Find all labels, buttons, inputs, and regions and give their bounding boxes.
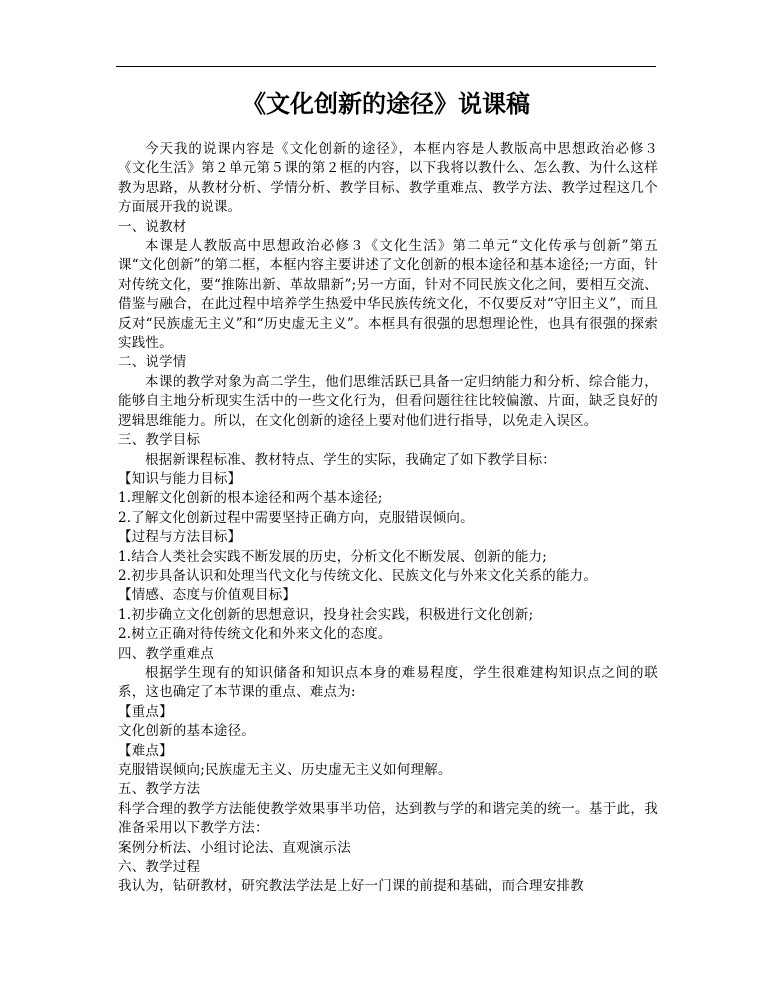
paragraph-p2: 本课的教学对象为高二学生，他们思维活跃已具备一定归纳能力和分析、综合能力，能够自主地分析现实生活中的一些文化行为，但看问题往往比较偏激、片面，缺乏良好的逻辑思维能力。所以，在文化创新的途径上要对他们进行指导，以免走入误区。 — [118, 373, 658, 429]
paragraph-h6: 六、教学过程 — [118, 859, 201, 876]
paragraph-e2: 2.树立正确对待传统文化和外来文化的态度。 — [118, 626, 392, 643]
paragraph-m2: 2.初步具备认识和处理当代文化与传统文化、民族文化与外来文化关系的能力。 — [118, 567, 598, 584]
paragraph-k1: 1.理解文化创新的根本途径和两个基本途径; — [118, 490, 383, 507]
paragraph-h4: 四、教学重难点 — [118, 645, 214, 662]
document-body — [118, 140, 658, 897]
paragraph-h5: 五、教学方法 — [118, 781, 201, 798]
paragraph-k2: 2.了解文化创新过程中需要坚持正确方向，克服错误倾向。 — [118, 509, 474, 526]
header-rule — [116, 66, 656, 67]
paragraph-e-head: 【情感、态度与价值观目标】 — [118, 587, 297, 604]
paragraph-intro: 今天我的说课内容是《文化创新的途径》，本框内容是人教版高中思想政治必修３《文化生活》第２单元第５课的第２框的内容，以下我将以教什么、怎么教、为什么这样教为思路，从教材分析、学情分析、教学目标、教学重难点、教学方法、教学过程这几个方面展开我的说课。 — [118, 141, 658, 216]
paragraph-h1: 一、说教材 — [118, 218, 187, 235]
paragraph-p1: 本课是人教版高中思想政治必修３《文化生活》第二单元“文化传承与创新”第五课“文化创新”的第二框，本框内容主要讲述了文化创新的根本途径和基本途径;一方面，针对传统文化，要“推陈出新、革故鼎新”;另一方面，针对不同民族文化之间，要相互交流、借鉴与融合，在此过程中培养学生热爱中华民族传统文化，不仅要反对“守旧主义”，而且反对“民族虚无主义”和“历史虚无主义”。本框具有很强的思想理论性，也具有很强的探索实践性。 — [118, 238, 658, 352]
paragraph-h2: 二、说学情 — [118, 354, 187, 371]
paragraph-key-head: 【重点】 — [118, 703, 173, 720]
paragraph-e1: 1.初步确立文化创新的思想意识，投身社会实践，积极进行文化创新; — [118, 606, 534, 623]
paragraph-k-head: 【知识与能力目标】 — [118, 470, 242, 487]
paragraph-diff-head: 【难点】 — [118, 742, 173, 759]
paragraph-diff: 克服错误倾向;民族虚无主义、历史虚无主义如何理解。 — [118, 762, 452, 778]
paragraph-methods: 案例分析法、小组讨论法、直观演示法 — [118, 839, 351, 856]
paragraph-p5: 科学合理的教学方法能使教学效果事半功倍，达到教与学的和谐完美的统一。基于此，我准备采用以下教学方法： — [118, 800, 658, 837]
paragraph-m-head: 【过程与方法目标】 — [118, 529, 242, 546]
document-title: 《文化创新的途径》说课稿 — [242, 90, 530, 118]
paragraph-key: 文化创新的基本途径。 — [118, 723, 255, 740]
paragraph-h3: 三、教学目标 — [118, 432, 201, 449]
paragraph-p6: 我认为，钻研教材，研究教法学法是上好一门课的前提和基础，而合理安排教 — [118, 878, 584, 895]
paragraph-p3: 根据新课程标准、教材特点、学生的实际，我确定了如下教学目标： — [145, 451, 556, 468]
paragraph-p4: 根据学生现有的知识储备和知识点本身的难易程度，学生很难建构知识点之间的联系，这也确定了本节课的重点、难点为: — [118, 664, 658, 701]
paragraph-m1: 1.结合人类社会实践不断发展的历史，分析文化不断发展、创新的能力; — [118, 548, 548, 565]
